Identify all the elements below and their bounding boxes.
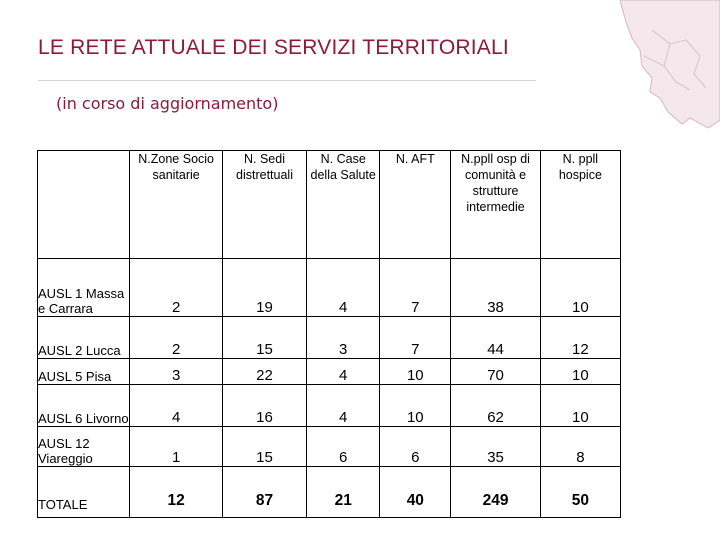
row-label: AUSL 6 Livorno [38,385,130,427]
table-cell: 15 [222,317,306,359]
table-cell: 6 [380,427,451,467]
tuscany-map-decoration [590,0,720,130]
row-label: AUSL 5 Pisa [38,359,130,385]
table-cell: 3 [307,317,380,359]
table-cell: 4 [307,385,380,427]
row-label: AUSL 2 Lucca [38,317,130,359]
table-cell: 12 [540,317,620,359]
table-cell: 10 [540,359,620,385]
table-row [38,317,621,359]
table-cell: 16 [222,385,306,427]
column-header: N.ppll osp di comunità e strutture intermedie [451,151,540,259]
table-cell: 22 [222,359,306,385]
table-cell: 15 [222,427,306,467]
table-row [38,385,621,427]
row-label: AUSL 12 Viareggio [38,427,130,467]
title-divider [38,80,536,81]
table-cell: 19 [222,259,306,317]
table-cell: 10 [380,385,451,427]
table-header-row [38,151,621,259]
table-cell: 44 [451,317,540,359]
table-cell: 8 [540,427,620,467]
table-cell: 7 [380,317,451,359]
table-cell: 38 [451,259,540,317]
table-row [38,359,621,385]
table-cell: 62 [451,385,540,427]
column-header: N. AFT [380,151,451,259]
column-header [38,151,130,259]
table-cell: 10 [540,385,620,427]
table-cell: 3 [130,359,222,385]
table-row [38,427,621,467]
table-cell: 2 [130,259,222,317]
table-cell: 1 [130,427,222,467]
table-cell: 4 [307,359,380,385]
table-cell: 6 [307,427,380,467]
table-cell: 10 [540,259,620,317]
table-cell: 70 [451,359,540,385]
table-cell: 12 [130,467,222,518]
page-title: LE RETE ATTUALE DEI SERVIZI TERRITORIALI [38,36,509,59]
table-cell: 4 [130,385,222,427]
row-label: AUSL 1 Massa e Carrara [38,259,130,317]
table-cell: 4 [307,259,380,317]
table-row [38,259,621,317]
table-cell: 50 [540,467,620,518]
column-header: N. Sedi distrettuali [222,151,306,259]
column-header: N. Case della Salute [307,151,380,259]
table-cell: 249 [451,467,540,518]
table-total-row [38,467,621,518]
table-cell: 2 [130,317,222,359]
page-subtitle: (in corso di aggiornamento) [56,94,279,113]
column-header: N.Zone Socio sanitarie [130,151,222,259]
column-header: N. ppll hospice [540,151,620,259]
services-table [37,150,621,518]
row-label: TOTALE [38,467,130,518]
table-cell: 21 [307,467,380,518]
table-cell: 7 [380,259,451,317]
table-cell: 40 [380,467,451,518]
table-cell: 87 [222,467,306,518]
table-cell: 35 [451,427,540,467]
table-cell: 10 [380,359,451,385]
